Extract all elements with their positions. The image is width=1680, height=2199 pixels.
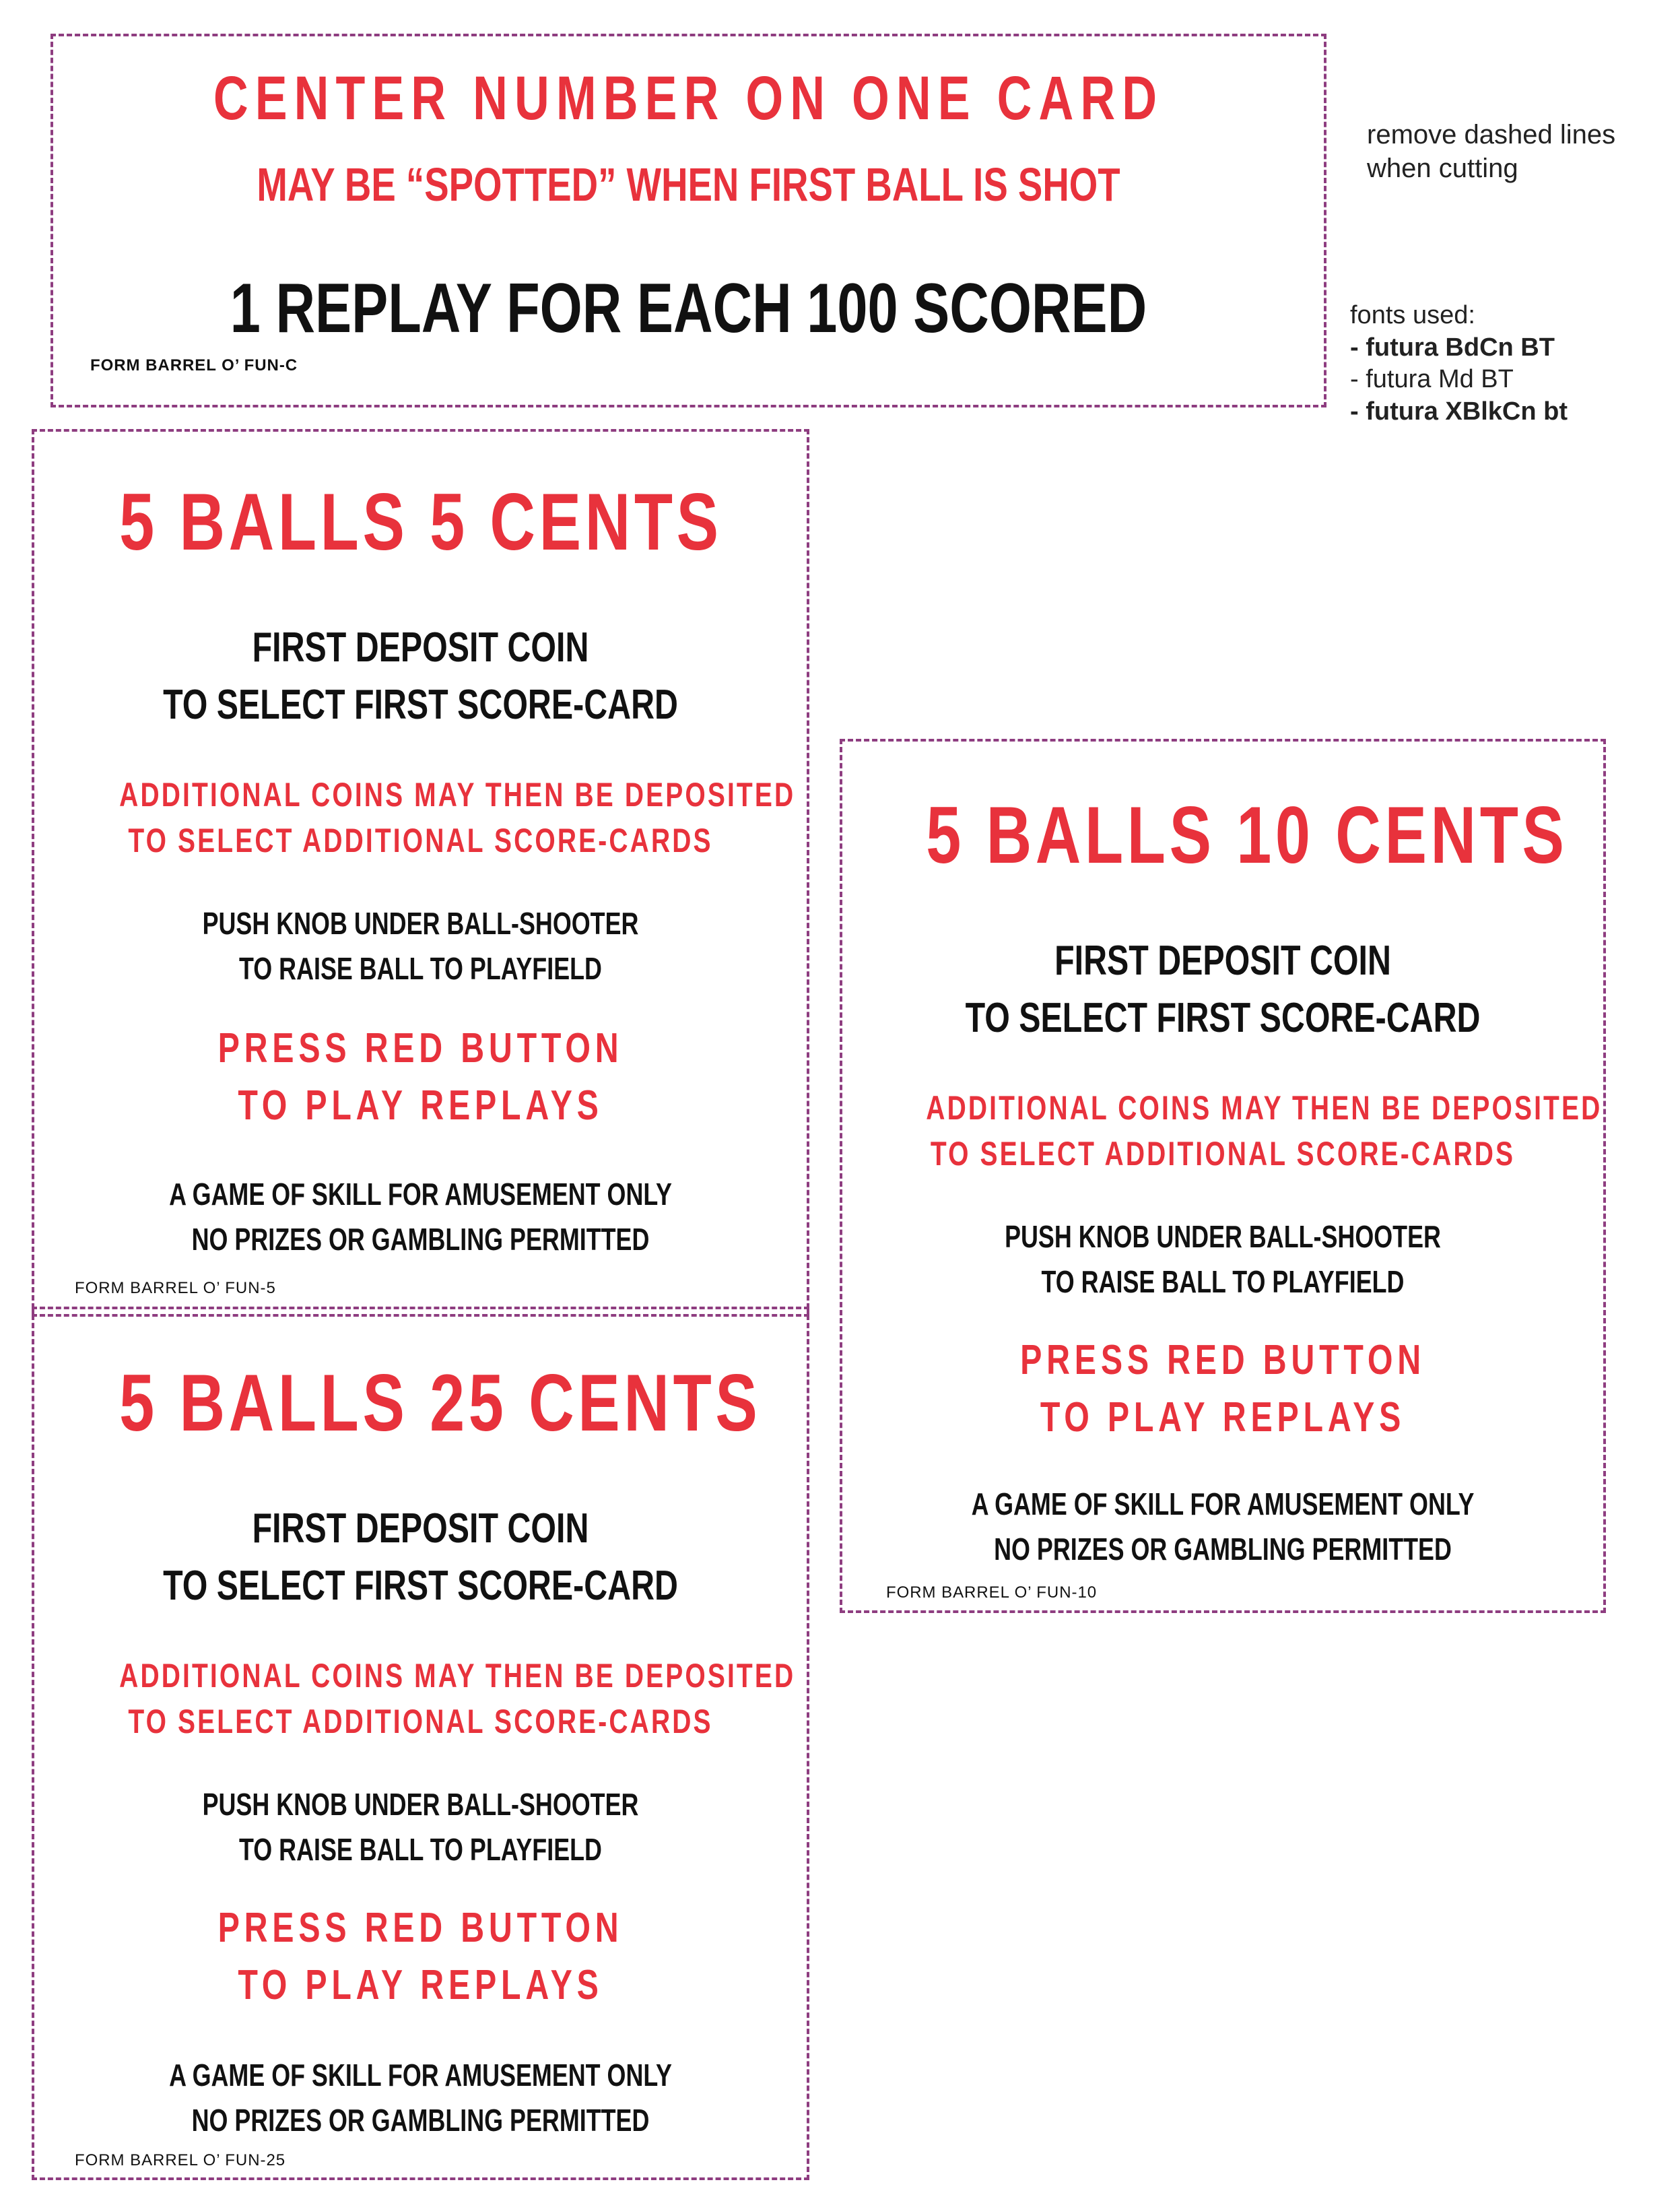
deposit-line-1: FIRST DEPOSIT COIN — [1054, 938, 1391, 984]
skill-line-2: NO PRIZES OR GAMBLING PERMITTED — [994, 1532, 1452, 1567]
card-10-cents — [840, 739, 1606, 1613]
skill-line-2: NO PRIZES OR GAMBLING PERMITTED — [191, 2103, 650, 2138]
card-title: 5 BALLS 5 CENTS — [119, 477, 723, 567]
push-line-1: PUSH KNOB UNDER BALL-SHOOTER — [1005, 1219, 1441, 1254]
deposit-line-2: TO SELECT FIRST SCORE-CARD — [965, 995, 1481, 1041]
press-line-1: PRESS RED BUTTON — [217, 1025, 624, 1072]
press-line-1: PRESS RED BUTTON — [1020, 1337, 1425, 1383]
card-title: 5 BALLS 25 CENTS — [119, 1358, 762, 1448]
additional-line-2: TO SELECT ADDITIONAL SCORE-CARDS — [128, 822, 713, 859]
skill-line-2: NO PRIZES OR GAMBLING PERMITTED — [191, 1222, 650, 1257]
form-number: FORM BARREL O’ FUN-5 — [75, 1279, 276, 1297]
additional-line-1: ADDITIONAL COINS MAY THEN BE DEPOSITED — [926, 1089, 1603, 1127]
form-number: FORM BARREL O’ FUN-C — [90, 356, 298, 374]
deposit-line-2: TO SELECT FIRST SCORE-CARD — [163, 682, 678, 728]
additional-line-2: TO SELECT ADDITIONAL SCORE-CARDS — [930, 1135, 1516, 1173]
center-number-heading: CENTER NUMBER ON ONE CARD — [213, 64, 1164, 133]
cutting-note-line1: remove dashed lines — [1367, 120, 1616, 150]
push-line-2: TO RAISE BALL TO PLAYFIELD — [239, 951, 602, 986]
fonts-title: fonts used: — [1350, 301, 1475, 329]
font-item-3: - futura XBlkCn bt — [1350, 397, 1568, 426]
skill-line-1: A GAME OF SKILL FOR AMUSEMENT ONLY — [169, 1177, 672, 1212]
cutting-note — [1367, 118, 1615, 185]
card-5-cents — [32, 429, 809, 1317]
font-item-1: - futura BdCn BT — [1350, 333, 1555, 362]
fonts-note — [1350, 300, 1568, 428]
push-line-1: PUSH KNOB UNDER BALL-SHOOTER — [202, 906, 639, 941]
skill-line-1: A GAME OF SKILL FOR AMUSEMENT ONLY — [971, 1486, 1475, 1521]
spotted-subheading: MAY BE “SPOTTED” WHEN FIRST BALL IS SHOT — [257, 158, 1120, 211]
additional-line-1: ADDITIONAL COINS MAY THEN BE DEPOSITED — [119, 776, 796, 814]
form-number: FORM BARREL O’ FUN-25 — [75, 2151, 286, 2169]
top-instruction-card — [51, 34, 1326, 407]
deposit-line-2: TO SELECT FIRST SCORE-CARD — [163, 1563, 678, 1609]
skill-line-1: A GAME OF SKILL FOR AMUSEMENT ONLY — [169, 2058, 672, 2093]
push-line-2: TO RAISE BALL TO PLAYFIELD — [239, 1832, 602, 1867]
form-number: FORM BARREL O’ FUN-10 — [886, 1583, 1098, 1602]
card-25-cents — [32, 1307, 809, 2180]
push-line-1: PUSH KNOB UNDER BALL-SHOOTER — [202, 1787, 639, 1822]
font-item-2: - futura Md BT — [1350, 365, 1514, 393]
card-title: 5 BALLS 10 CENTS — [926, 790, 1568, 880]
deposit-line-1: FIRST DEPOSIT COIN — [252, 624, 589, 671]
cutting-note-line2: when cutting — [1367, 154, 1518, 183]
deposit-line-1: FIRST DEPOSIT COIN — [252, 1505, 589, 1552]
press-line-2: TO PLAY REPLAYS — [238, 1082, 603, 1129]
press-line-2: TO PLAY REPLAYS — [238, 1962, 603, 2008]
push-line-2: TO RAISE BALL TO PLAYFIELD — [1041, 1264, 1405, 1299]
press-line-2: TO PLAY REPLAYS — [1040, 1394, 1406, 1441]
additional-line-1: ADDITIONAL COINS MAY THEN BE DEPOSITED — [119, 1657, 796, 1695]
press-line-1: PRESS RED BUTTON — [217, 1905, 624, 1951]
additional-line-2: TO SELECT ADDITIONAL SCORE-CARDS — [128, 1703, 713, 1740]
replay-rule: 1 REPLAY FOR EACH 100 SCORED — [230, 269, 1147, 348]
